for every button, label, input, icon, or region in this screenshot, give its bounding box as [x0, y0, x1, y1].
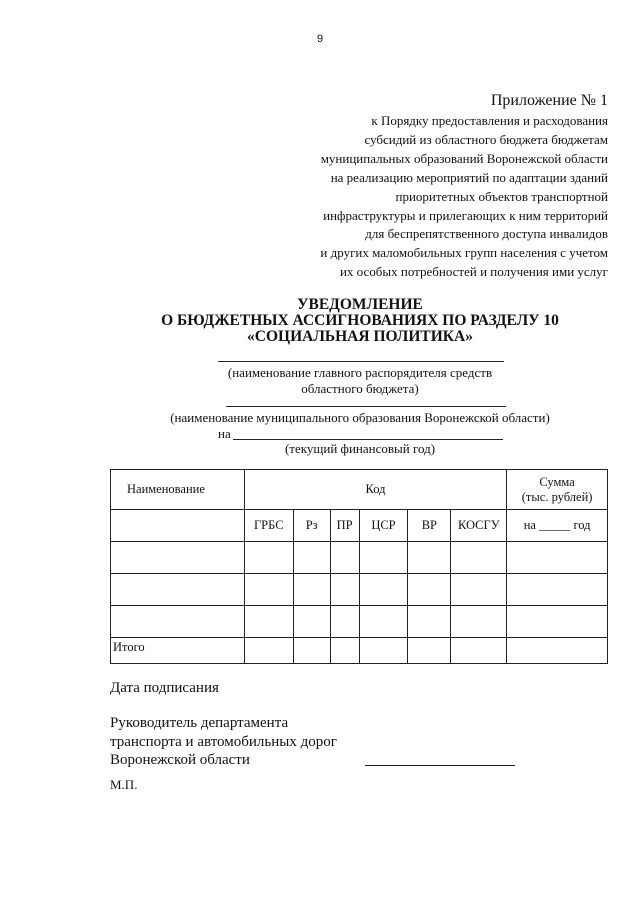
table-row [111, 574, 608, 606]
subheader-year [507, 510, 608, 542]
on-prefix: на [218, 426, 231, 441]
subheader-year-prefix: на [523, 518, 536, 532]
header-sum-line-1: Сумма [539, 474, 575, 489]
head-title [110, 714, 337, 770]
grbs-caption-line-1: (наименование главного распорядителя средств [227, 365, 493, 380]
heading-line-1: УВЕДОМЛЕНИЕ [297, 296, 423, 313]
appendix-line: и других маломобильных групп населения с учетом [320, 245, 608, 261]
table-row [111, 606, 608, 638]
municipality-blank-line [226, 406, 506, 407]
date-label: Дата подписания [110, 680, 219, 696]
heading-line-3: «СОЦИАЛЬНАЯ ПОЛИТИКА» [247, 328, 473, 345]
stamp-label: М.П. [110, 777, 138, 792]
appendix-line: на реализацию мероприятий по адаптации зданий [330, 169, 608, 185]
total-row [111, 638, 608, 664]
appendix-title: Приложение № 1 [490, 92, 608, 109]
signature-line [365, 765, 515, 766]
total-label: Итого [111, 638, 245, 664]
head-title-line-1: Руководитель департамента [110, 715, 289, 731]
subheader-year-suffix: год [573, 518, 591, 532]
subheader-rz: Рз [293, 510, 330, 542]
subheader-pr: ПР [330, 510, 359, 542]
document-heading [0, 297, 640, 345]
head-title-line-3: Воронежской области [110, 752, 250, 768]
appendix-line: приоритетных объектов транспортной [395, 188, 608, 204]
table-cell [111, 510, 245, 542]
appendix-line: к Порядку предоставления и расходования [371, 113, 608, 128]
subheader-year-blank: _____ [539, 518, 571, 532]
municipality-caption: (наименование муниципального образования Воронежской области) [170, 410, 550, 425]
year-caption: (текущий финансовый год) [284, 441, 436, 456]
appendix-line: их особых потребностей и получения ими услуг [339, 264, 608, 280]
appendix-line: муниципальных образований Воронежской области [320, 150, 608, 166]
table-row [111, 542, 608, 574]
grbs-caption [200, 365, 520, 397]
grbs-caption-line-2: областного бюджета) [301, 381, 419, 396]
subheader-grbs: ГРБС [244, 510, 293, 542]
year-blank-line [233, 439, 503, 440]
budget-table [110, 469, 608, 664]
subheader-csr: ЦСР [359, 510, 408, 542]
header-sum-line-2: (тыс. рублей) [521, 489, 593, 504]
appendix-line: инфраструктуры и прилегающих к ним территорий [323, 207, 608, 223]
subheader-vr: ВР [408, 510, 451, 542]
subheader-kosgu: КОСГУ [451, 510, 507, 542]
heading-line-2: О БЮДЖЕТНЫХ АССИГНОВАНИЯХ ПО РАЗДЕЛУ 10 [161, 312, 559, 329]
head-title-line-2: транспорта и автомобильных дорог [110, 733, 337, 750]
grbs-blank-line [218, 361, 504, 362]
header-code: Код [244, 470, 506, 510]
page-number: 9 [316, 33, 324, 45]
appendix-block [320, 90, 608, 282]
appendix-line: для беспрепятственного доступа инвалидов [365, 226, 608, 242]
appendix-line: субсидий из областного бюджета бюджетам [364, 131, 608, 147]
header-name: Наименование [111, 470, 245, 510]
header-sum [507, 470, 608, 510]
